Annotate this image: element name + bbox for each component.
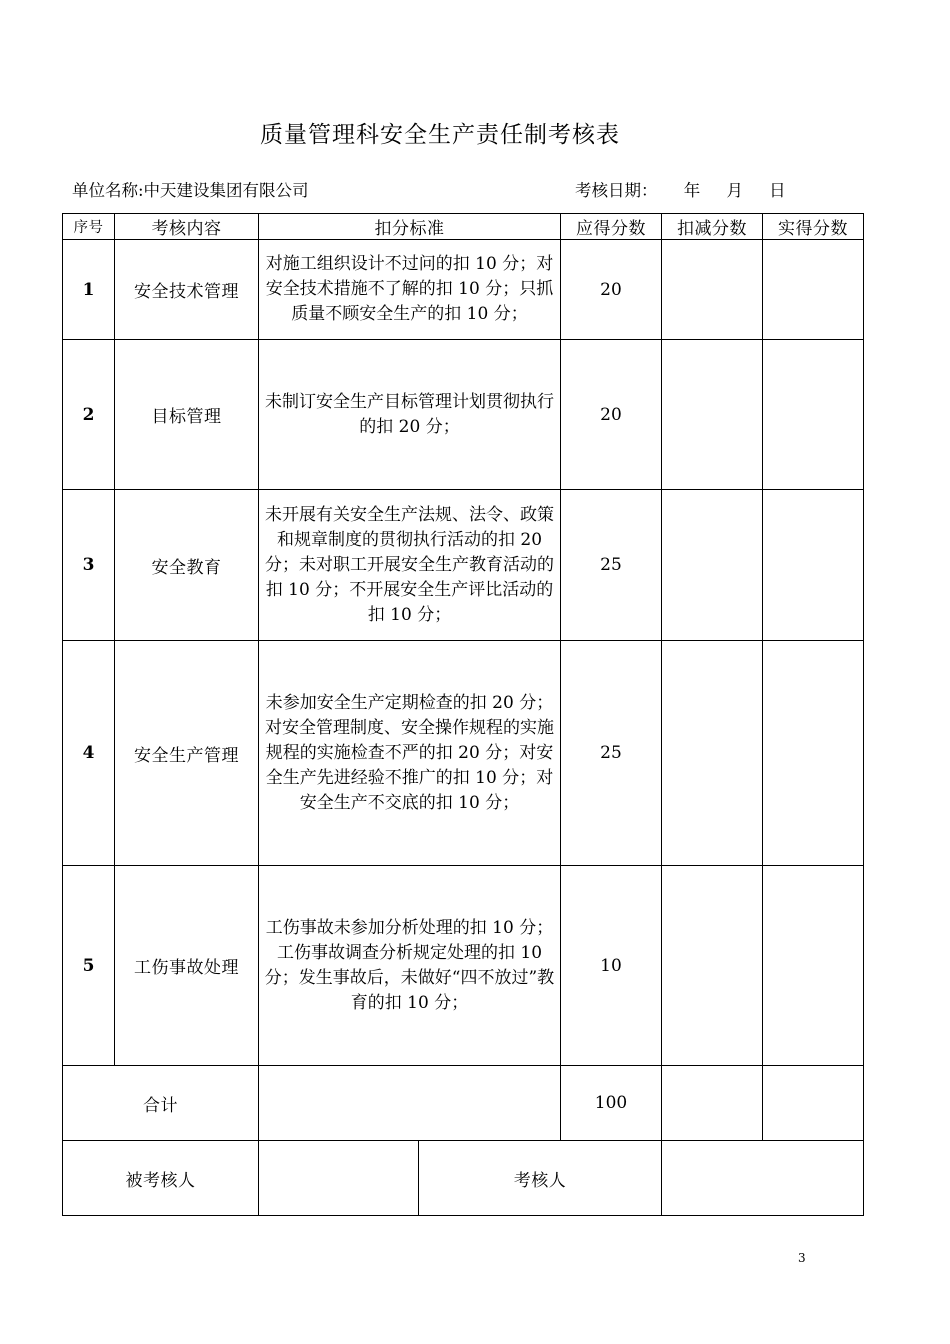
row-seq: 1	[63, 240, 115, 340]
row-deducted-cell[interactable]	[662, 240, 763, 340]
row-content: 安全教育	[115, 490, 259, 641]
row-actual-cell[interactable]	[763, 866, 864, 1066]
header-deducted: 扣减分数	[662, 214, 763, 240]
row-content: 安全技术管理	[115, 240, 259, 340]
row-standard: 工伤事故未参加分析处理的扣 10 分；工伤事故调查分析规定处理的扣 10 分；发生事故后，未做好“四不放过”教育的扣 10 分；	[259, 866, 561, 1066]
header-content: 考核内容	[115, 214, 259, 240]
row-standard: 未制订安全生产目标管理计划贯彻执行的扣 20 分；	[259, 340, 561, 490]
total-deducted-cell[interactable]	[662, 1066, 763, 1141]
header-due-score: 应得分数	[561, 214, 662, 240]
table-row	[63, 641, 864, 866]
row-deducted-cell[interactable]	[662, 641, 763, 866]
row-actual-cell[interactable]	[763, 641, 864, 866]
total-standard-cell	[259, 1066, 561, 1141]
examiner-signature-cell[interactable]	[662, 1141, 864, 1216]
row-content: 目标管理	[115, 340, 259, 490]
total-actual-cell[interactable]	[763, 1066, 864, 1141]
row-deducted-cell[interactable]	[662, 490, 763, 641]
row-standard: 未参加安全生产定期检查的扣 20 分；对安全管理制度、安全操作规程的实施规程的实施检查不严的扣 20 分；对安全生产先进经验不推广的扣 10 分；对安全生产不交底的扣 10 分；	[259, 641, 561, 866]
row-standard: 对施工组织设计不过问的扣 10 分；对安全技术措施不了解的扣 10 分；只抓质量不顾安全生产的扣 10 分；	[259, 240, 561, 340]
row-deducted-cell[interactable]	[662, 340, 763, 490]
row-due-score: 20	[561, 240, 662, 340]
header-seq: 序号	[63, 214, 115, 240]
row-standard: 未开展有关安全生产法规、法令、政策和规章制度的贯彻执行活动的扣 20 分；未对职工开展安全生产教育活动的扣 10 分；不开展安全生产评比活动的扣 10 分；	[259, 490, 561, 641]
row-actual-cell[interactable]	[763, 490, 864, 641]
table-row	[63, 490, 864, 641]
total-row	[63, 1066, 864, 1141]
assessment-date-label: 考核日期： 年 月 日	[575, 181, 786, 200]
examinee-signature-cell[interactable]	[259, 1141, 419, 1216]
row-content: 安全生产管理	[115, 641, 259, 866]
examinee-label: 被考核人	[63, 1141, 259, 1216]
table-row	[63, 866, 864, 1066]
page-number: 3	[798, 1251, 806, 1265]
row-due-score: 10	[561, 866, 662, 1066]
assessment-table	[62, 213, 864, 1216]
row-actual-cell[interactable]	[763, 340, 864, 490]
row-seq: 2	[63, 340, 115, 490]
page-title: 质量管理科安全生产责任制考核表	[260, 122, 620, 148]
row-deducted-cell[interactable]	[662, 866, 763, 1066]
row-due-score: 20	[561, 340, 662, 490]
row-seq: 4	[63, 641, 115, 866]
total-due-score: 100	[561, 1066, 662, 1141]
row-due-score: 25	[561, 490, 662, 641]
row-seq: 5	[63, 866, 115, 1066]
table-row	[63, 340, 864, 490]
row-due-score: 25	[561, 641, 662, 866]
row-seq: 3	[63, 490, 115, 641]
unit-name-label: 单位名称:中天建设集团有限公司	[72, 181, 309, 200]
header-actual: 实得分数	[763, 214, 864, 240]
examiner-label: 考核人	[419, 1141, 662, 1216]
total-label: 合计	[63, 1066, 259, 1141]
row-content: 工伤事故处理	[115, 866, 259, 1066]
row-actual-cell[interactable]	[763, 240, 864, 340]
table-header-row	[63, 214, 864, 240]
header-standard: 扣分标准	[259, 214, 561, 240]
table-row	[63, 240, 864, 340]
signature-row	[63, 1141, 864, 1216]
